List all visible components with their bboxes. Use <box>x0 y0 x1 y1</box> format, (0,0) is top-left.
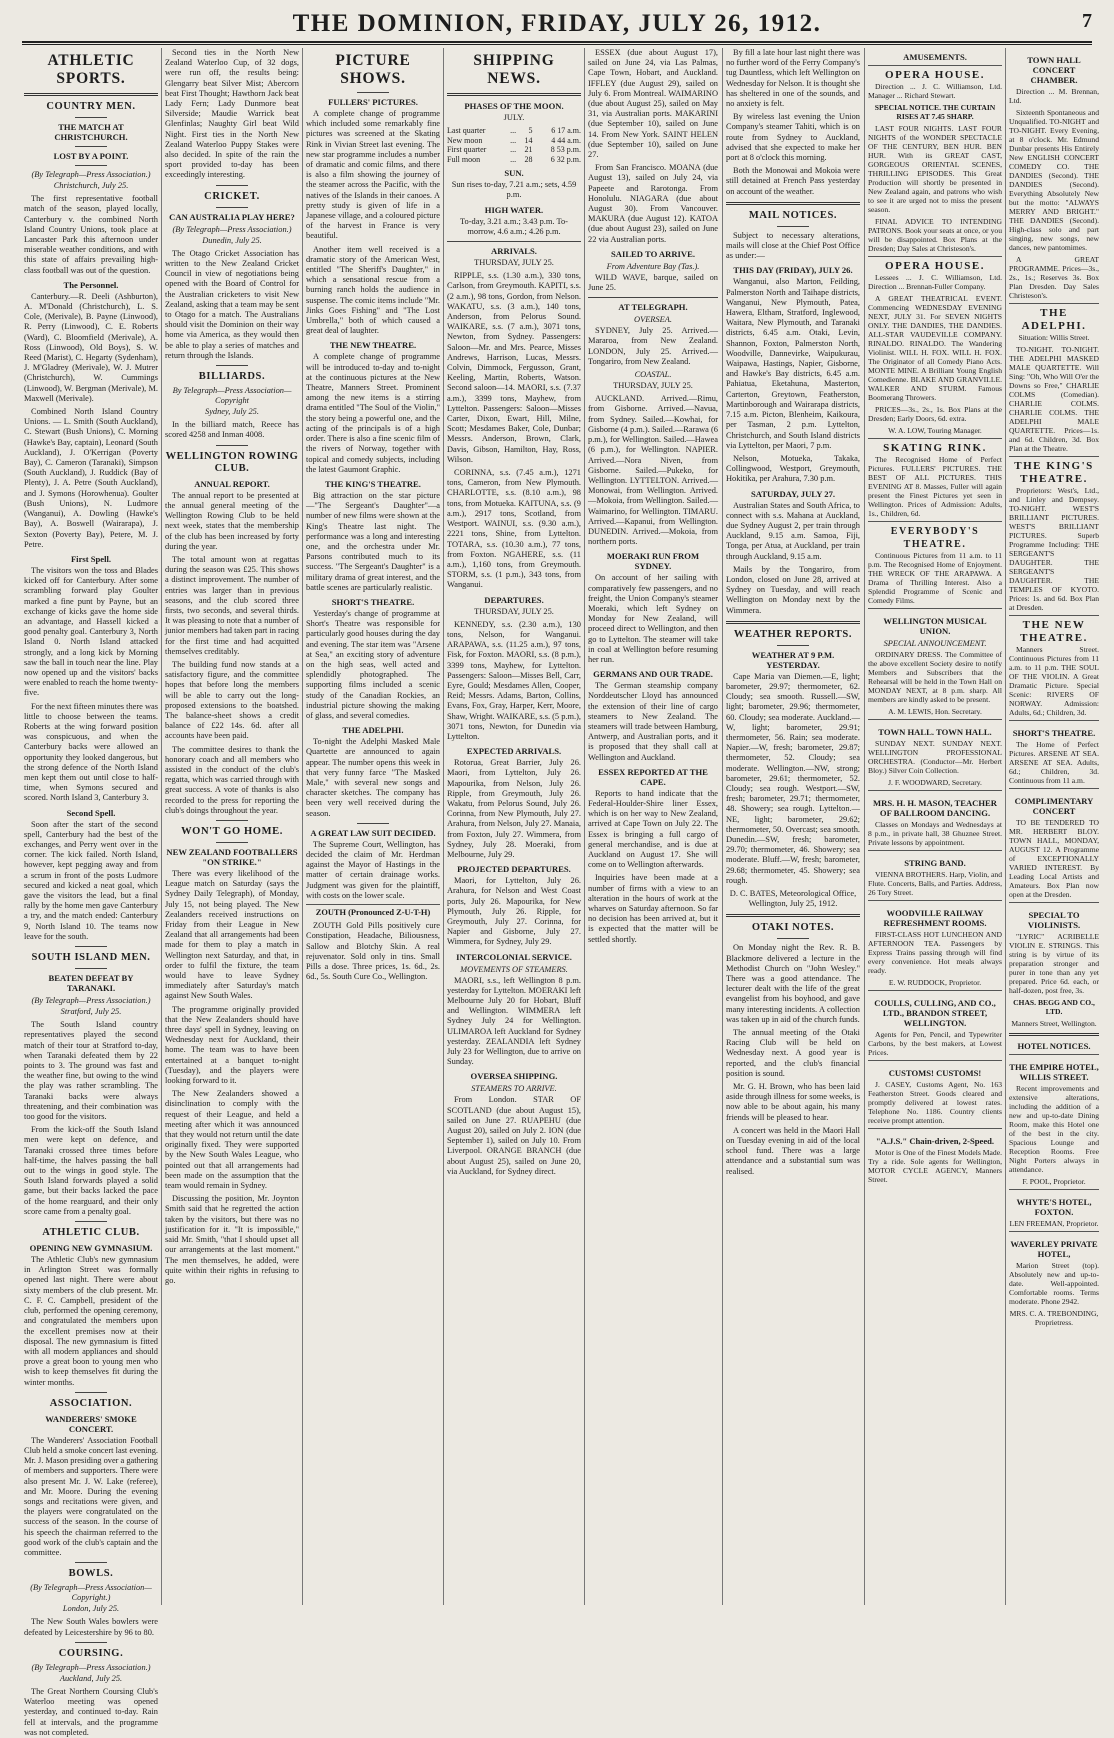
article-subheading: DEPARTURES. <box>484 594 544 605</box>
article-paragraph: RIPPLE, s.s. (1.30 a.m.), 330 tons, Carlson, from Greymouth. KAPITI, s.s. (2 a.m.), 98 tons, Gordon, from Nelson. WAKATU, s.s. (3 a.m.), 140 tons, Anderson, from Pelorus Sound. WAIKARE, s.s. (7 a.m.), 3071 tons, Newton, from Sydney. Passengers: Saloon—Mr. and Mrs. Pearce, Misses Andrews, Harrison, Lucas, Messrs. Colvin, Dimmock, Fergusson, Grant, Keeling, Martin, Roberts, Watson. Second saloon—14. MAORI, s.s. (7.37 a.m.), 3399 tons, Mayhew, from Lyttelton. Passengers: Saloon—Misses Carter, Dixon, Ewart, Hill, Milne, Scott; Mesdames Baker, Cole, Dunbar; Messrs. Anderson, Brown, Clark, Davis, Gibson, Hamilton, Hay, Ross, Wilson. <box>447 271 581 464</box>
woodville-advertisement <box>868 900 1002 987</box>
article-subheading: SHORT'S THEATRE. <box>331 596 415 607</box>
article-subheading: MOVEMENTS OF STEAMERS. <box>460 964 568 974</box>
opera-house-advertisement <box>868 256 1002 435</box>
ad-heading: EVERYBODY'S THEATRE. <box>890 526 980 550</box>
ad-heading: WOODVILLE RAILWAY REFRESHMENT ROOMS. <box>883 908 987 928</box>
article-paragraph: Inquiries have been made at a number of firms with a view to an alteration in the hours of work at the wharves on Saturday afternoon. So far no decision has been arrived at, but it is expected that the matter will be settled shortly. <box>588 873 718 944</box>
ad-text: Marion Street (top). Absolutely new and up-to-date. Well-appointed. Comfortable rooms. Terms moderate. Phone 2942. <box>1009 1261 1099 1306</box>
dateline: Stratford, July 25. <box>60 1007 122 1017</box>
article-subheading: THE MATCH AT CHRISTCHURCH. <box>54 122 128 142</box>
ad-text: VIENNA BROTHERS. Harp, Violin, and Flute. Concerts, Balls, and Parties. Address, 26 Tory Street. <box>868 870 1002 897</box>
article-paragraph: Another item well received is a dramatic story of the American West, entitled "The Sheriff's Daughter," in which a sensational rescue from a burning ranch holds the audience in suspense. The comic items include "Mr. Jinks Goes Fishing" and "The Lost Umbrella," both of which caused a great deal of laughter. <box>306 244 440 336</box>
page-number: 7 <box>1082 10 1092 32</box>
masthead-rule-thin <box>22 44 1092 45</box>
customs-advertisement <box>868 1060 1002 1125</box>
section-heading: ATHLETIC SPORTS. <box>47 52 135 87</box>
divider <box>75 1562 107 1563</box>
divider <box>75 968 107 969</box>
ad-text: TO-NIGHT. TO-NIGHT. THE ADELPHI MASKED MALE QUARTETTE. Will Sing: "Oh, Who Will O'er the Downs so Free," CHARLIE COLMS (Comedian). CHARLIE COLMS. CHARLIE COLMS. THE ADELPHI MALE QUARTETTE. Prices—1s. and 6d. Children, 3d. Box Plan at the Theatre. <box>1009 345 1099 453</box>
article-paragraph: Maori, for Lyttelton, July 26. Arahura, for Nelson and West Coast ports, July 26. Mapourika, for New Plymouth, July 26. Ripple, for Greymouth, July 27. Corinna, for Napier and Gisborne, July 27. Wimmera, for Sydney, July 29. <box>447 876 581 947</box>
dateline: Auckland, July 25. <box>59 1673 123 1683</box>
divider <box>216 842 248 843</box>
article-subheading: From Adventure Bay (Tas.). <box>606 261 700 271</box>
divider <box>75 946 107 947</box>
complimentary-concert-advertisement <box>1009 788 1099 899</box>
article-paragraph: The building fund now stands at a satisfactory figure, and the committee hopes that before long the members will be able to carry out the long-proposed extensions to the boatshed. The balance-sheet shows a credit balance of £22 14s. 6d. after all accounts have been paid. <box>165 659 299 741</box>
article-paragraph: Canterbury.—R. Deeli (Ashburton), A. M'Donald (Christchurch), L. S. Cole, (Merivale), B. Payne (Linwood), R. Perry (Linwood), C. E. Roberts (Ward), C. Bloomfield (Merivale), A. Ross (Linwood), Old Boys), S. W. Reed (Marist), C. Hegarty (Sydenham), J. M'Gladrey (Merivale), W. J. Mutrer (Christchurch), W. Cummings (Linwood), W. Bergman (Merivale), M. Maxwell (Merivale). <box>24 291 158 403</box>
article-paragraph: The German steamship company Norddeutscher Lloyd has announced the extension of their line of cargo steamers to New Zealand. The steamers will trade between Hamburg, Antwerp, and Australian ports, and it is proposed that they shall call at Wellington and Auckland. <box>588 681 718 762</box>
ad-heading: TOWN HALL CONCERT CHAMBER. <box>1027 55 1081 85</box>
article-subheading: LOST BY A POINT. <box>53 151 129 161</box>
section-heading: AMUSEMENTS. <box>903 52 967 62</box>
divider <box>726 202 860 205</box>
article-paragraph: The visitors won the toss and Blades kicked off for Canterbury. After some scrambling forward play Goulter marked a fine punt by Payne, but an exchange of kicks gave the home side an advantage, and Hassell kicked a good penalty goal. Canterbury 3, North Island 0. North Island attacked strongly, and a long kick by Morning saw the ball in touch near the line. Play now opened up and the visitors' backs were enabled to reach the home twenty-five. <box>24 565 158 698</box>
divider <box>216 445 248 446</box>
column-athletic-sports <box>24 48 158 1737</box>
ad-text: Classes on Mondays and Wednesdays at 8 p.m., in private hall, 38 Ghuznee Street. Private lessons by appointment. <box>868 820 1002 847</box>
table-cell: First quarter <box>447 145 487 155</box>
table-cell: 21 <box>524 145 533 155</box>
article-subheading: ESSEX REPORTED AT THE CAPE. <box>598 766 708 787</box>
divider <box>588 297 718 298</box>
article-paragraph: Combined North Island Country Unions. — L. Smith (South Auckland), C. Stewart (Bush Unions), C. Morning (Hawke's Bay, captain), Leonard (South Auckland), J. O'Kerrigan (Poverty Bay), C. Cameron (Taranaki), Simpson (South Auckland), J. Ruddick (Bay of Plenty), J. A. Petre (South Auckland), and J. Symons (Horowhenua). Goulter (Bush Unions), N. Ludmore (Wanganui), A. Dowling (Hawke's Bay), A. Boswell (Wairarapa), J. Sexton (Poverty Bay), Petere, M. J. Petre. <box>24 407 158 549</box>
article-heading: WELLINGTON ROWING CLUB. <box>165 450 299 474</box>
column-divider <box>722 48 723 1605</box>
signature: F. POOL, Proprietor. <box>1022 1177 1086 1186</box>
ad-text: Manners Street, Wellington. <box>1011 1019 1097 1028</box>
divider <box>777 645 809 646</box>
article-heading: BOWLS. <box>68 1568 114 1580</box>
divider <box>777 226 809 227</box>
table-cell: New moon <box>447 135 483 145</box>
ad-text: PRICES—3s., 2s., 1s. Box Plans at the Dresden; Early Doors, 6d. extra. <box>868 405 1002 423</box>
moon-phases-table <box>447 126 581 164</box>
article-paragraph: MAORI, s.s., left Wellington 8 p.m. yesterday for Lyttelton. MOERAKI left Melbourne July 20 for Hobart, Bluff and Wellington. WIMMERA left Sydney July 24 for Wellington. ULIMAROA left Auckland for Sydney yesterday. ZEALANDIA left Sydney July 23 for Wellington, due to arrive on Sunday. <box>447 975 581 1067</box>
divider <box>357 92 389 93</box>
kings-theatre-advertisement <box>1009 456 1099 612</box>
column-divider <box>584 48 585 1605</box>
credit-line: (By Telegraph—Press Association.) <box>31 1662 151 1672</box>
article-paragraph: The annual meeting of the Otaki Racing Club will be held on Wednesday next. A good year is reported, and the club's financial position is sound. <box>726 1028 860 1078</box>
dateline: Sydney, July 25. <box>205 407 259 417</box>
article-subheading: STEAMERS TO ARRIVE. <box>471 1084 557 1094</box>
ad-heading: THE ADELPHI. <box>1021 307 1087 332</box>
ad-notice: SPECIAL NOTICE. THE CURTAIN RISES AT 7.45 SHARP. <box>874 103 996 121</box>
article-paragraph: Rotorua, Great Barrier, July 26. Maori, from Lyttelton, July 26. Mapourika, from Nelson, July 26. Ripple, from Greymouth, July 26. Wakatu, from Pelorus Sound, July 26. Corinna, from New Plymouth, July 27. Arahura, from Nelson, July 27. Manaia, from Foxton, July 27. Wimmera, from Sydney, July 28. Moeraki, from Melbourne, July 29. <box>447 758 581 859</box>
article-paragraph: Yesterday's change of programme at Short's Theatre was responsible for particularly good houses during the day and evening. The star item was "Arsene at Sea," an exciting story of adventure on the high seas, well acted and splendidly photographed. The supporting films included a scenic study of the Canadian Rockies, an industrial picture showing the making of glass, and several comedies. <box>306 608 440 720</box>
ad-text: Proprietors: West's, Ltd., and Linley and Dempsey. TO-NIGHT. WEST'S BRILLIANT PICTURES. WEST'S BRILLIANT PICTURES. Superb Programme Including: THE SERGEANT'S DAUGHTER. THE SERGEANT'S DAUGHTER. THE TEMPLES OF KYOTO. Prices: 1s. and 6d. Box Plan at Dresden. <box>1009 486 1099 612</box>
table-row <box>447 126 581 136</box>
article-paragraph: There was every likelihood of the League match on Saturday (says the Sydney Daily Telegraph), of Monday, July 15, not being played. The New Zealanders received instructions on Friday from their League in New Zealand that all arrangements had been made for them to play a match in Wellington next Saturday, and that, in order to fulfil the fixture, the team would have to leave Sydney immediately after Saturday's match against New South Wales. <box>165 868 299 1001</box>
section-heading: HOTEL NOTICES. <box>1017 1041 1091 1051</box>
ad-heading: THE EMPIRE HOTEL, WILLIS STREET. <box>1009 1062 1099 1082</box>
ad-text: Direction ... J. C. Williamson, Ltd. Manager ... Richard Stewart. <box>868 82 1002 100</box>
article-paragraph: Soon after the start of the second spell, Canterbury had the best of the exchanges, and Perry went over in the corner. The kick failed. North Island, however, kept pegging away and from a scrum in front of the posts Ludmore secured and kicked a neat goal, which gave the visitors the lead, but a final rally by the home men gave Canterbury a try, and the match ended: Canterbury 9, North Island 10. The teams now leave for the south. <box>24 819 158 941</box>
article-subheading: A GREAT LAW SUIT DECIDED. <box>310 827 436 838</box>
article-subheading: GERMANS AND OUR TRADE. <box>593 669 713 680</box>
article-paragraph: Cape Maria van Diemen.—E, light; barometer, 29.97; thermometer, 62. Cloudy; sea smooth. Russell.—SW, light; barometer, 29.96; thermometer, 60. Cloudy; sea moderate. Auckland.—W, light; barometer, 29.91; thermometer, 56. Rain; sea moderate. Napier.—W, fresh; barometer, 29.87; thermometer, 52. Cloudy; sea moderate. Wellington.—NW, strong; barometer, 29.61; thermometer, 52. Cloudy; sea rough. Westport.—SW, fresh; barometer, 29.71; thermometer, 48. Showery; sea rough. Lyttelton.—NE, light; barometer, 29.62; thermometer, 50. Overcast; sea smooth. Dunedin.—SW, fresh; barometer, 29.70; thermometer, 46. Showery; sea moderate. Bluff.—W, fresh; barometer, 29.68; thermometer, 45. Showery; sea rough. <box>726 671 860 885</box>
ad-heading: MRS. H. H. MASON, TEACHER OF BALLROOM DANCING. <box>873 798 997 818</box>
article-heading: WON'T GO HOME. <box>181 825 283 837</box>
shorts-theatre-advertisement <box>1009 720 1099 785</box>
divider <box>216 820 248 821</box>
divider <box>24 93 158 96</box>
credit-line: (By Telegraph—Press Association.) <box>31 996 151 1006</box>
empire-hotel-advertisement <box>1009 1054 1099 1186</box>
table-cell: 5 <box>528 126 533 136</box>
ad-heading: SPECIAL TO VIOLINISTS. <box>1027 910 1081 930</box>
article-heading: ATHLETIC CLUB. <box>42 1227 140 1239</box>
opera-house-advertisement <box>868 65 1002 253</box>
column-picture-shows <box>306 48 440 1605</box>
signature: LEN FREEMAN, Proprietor. <box>1009 1219 1099 1228</box>
article-paragraph: On Monday night the Rev. R. B. Blackmore delivered a lecture in the Methodist Church on "John Wesley." There was a good attendance. The lecturer dealt with the life of the great evangelist from his boyhood, and gave many interesting incidents. A collection was taken up in aid of the church funds. <box>726 943 860 1024</box>
article-subheading: INTERCOLONIAL SERVICE. <box>456 951 572 962</box>
article-subheading: PROJECTED DEPARTURES. <box>457 864 571 875</box>
ad-text: A GREAT THEATRICAL EVENT. Commencing WEDNESDAY EVENING NEXT, JULY 31. For SEVEN NIGHTS ONLY. THE DANDIES, THE DANDIES. ALL-STAR VAUDEVILLE COMPANY. RINALDO. RINALDO. The Wandering Violinist. WILL H. FOX. WILL H. FOX. The Originator of all Comedy Piano Acts. MONTE MINE. A Brilliant Young English Comedienne. BLAKE AND GRANVILLE. WALKER AND STURM. Famous Boomerang Throwers. <box>868 294 1002 402</box>
column-amusements <box>868 48 1002 1605</box>
divider <box>75 1392 107 1393</box>
high-water-times: To-day, 3.21 a.m.; 3.43 p.m. To-morrow, 4.6 a.m.; 4.26 p.m. <box>460 216 568 236</box>
article-paragraph: A complete change of programme will be introduced to-day and to-night at the continuous pictures at the New Theatre, Manners Street. Prominent among the new items is a stirring drama entitled "The Soul of the Violin," the story being a powerful one, and the acting of the principals is of a high order. There is also a fine scenic film of the rivers of Norway, together with topical and comedy subjects, including the latest Gaumont Graphic. <box>306 352 440 474</box>
ad-text: ZOUTH Gold Pills positively cure Constipation, Headache, Biliousness, Sallow and Blotchy Skin. A real rejuvenator. Sold only in tins. Small Pills a dose. Three prices, 1s. 6d., 2s. 6d., 5s. South Cure Co., Wellington. <box>306 921 440 982</box>
article-paragraph: The South Island country representatives played the second match of their tour at Stratford to-day, when Taranaki defeated them by 22 points to 3. The ground was fast and the weather fine, but owing to the wind the play was rather scrambling. The Taranaki backs were always threatening, and their combination was too good for the visitors. <box>24 1020 158 1122</box>
divider <box>447 93 581 96</box>
article-heading: ASSOCIATION. <box>49 1397 133 1409</box>
article-subheading: HIGH WATER. <box>484 204 544 215</box>
dateline: THURSDAY, JULY 25. <box>613 381 693 391</box>
article-paragraph: Subject to necessary alterations, mails will close at the Chief Post Office as under:— <box>726 230 860 261</box>
section-subheading: First Spell. <box>70 553 112 564</box>
article-paragraph: The Great Northern Coursing Club's Waterloo meeting was opened yesterday, and continued to-day. Rain fell at intervals, and the programme was not completed. <box>24 1686 158 1737</box>
ad-text: LAST FOUR NIGHTS. LAST FOUR NIGHTS of the WONDER SPECTACLE OF THE CENTURY, BEN HUR. BEN HUR. With its GREAT CAST, GORGEOUS ORIENTAL SCENES, THRILLING EPISODES. This Great Production will shortly be presented in New Zealand again, and patrons who wish to see it are urged not to miss the present season. <box>868 124 1002 214</box>
article-paragraph: The annual report to be presented at the annual general meeting of the Wellington Rowing Club to be held next week, states that the membership of the club has been increased by forty during the year. <box>165 490 299 551</box>
section-subheading: Second Spell. <box>66 807 116 818</box>
sun-times: Sun rises to-day, 7.21 a.m.; sets, 4.59 p.m. <box>451 180 577 200</box>
signature: W. A. LOW, Touring Manager. <box>888 426 982 435</box>
dateline: THURSDAY, JULY 25. <box>474 606 554 616</box>
divider <box>726 914 860 917</box>
column-divider <box>1005 48 1006 1605</box>
article-heading: BILLIARDS. <box>198 371 266 383</box>
ad-text: Direction ... M. Brennan, Ltd. <box>1009 87 1099 105</box>
dateline: THURSDAY, JULY 25. <box>474 258 554 268</box>
town-hall-concert-advertisement <box>1009 48 1099 300</box>
divider <box>75 146 107 147</box>
town-hall-advertisement <box>868 719 1002 787</box>
column-divider <box>443 48 444 1605</box>
article-subheading: COASTAL. <box>634 370 672 380</box>
ad-heading: THE KING'S THEATRE. <box>1014 460 1094 485</box>
article-paragraph: On account of her sailing with comparatively few passengers, and no freight, the Union Company's steamer Moeraki, which left Sydney on Monday for New Zealand, will proceed direct to Wellington, and then go to Lyttelton. The steamer will take in coal at Wellington before resuming her run. <box>588 573 718 664</box>
signature: D. C. BATES, Meteorological Office, Wellington, July 25, 1912. <box>729 889 857 909</box>
article-subheading: THIS DAY (FRIDAY), JULY 26. <box>733 265 853 276</box>
article-paragraph: From London. STAR OF SCOTLAND (due about August 15), sailed on June 27. RUAPEHU (due August 20), sailed on July 2. ION (due September 1), sailed on July 10. From Liverpool. ORANGE BRANCH (due about August 25), sailed on June 20, via Auckland, for Sydney direct. <box>447 1095 581 1176</box>
section-heading: SHIPPING NEWS. <box>473 52 555 87</box>
moon-month: JULY. <box>503 113 525 122</box>
divider <box>75 1221 107 1222</box>
article-heading: CRICKET. <box>204 190 260 202</box>
credit-line: (By Telegraph—Press Association.) <box>31 170 151 179</box>
signature: MRS. C. A. TREBONDING, Proprietress. <box>1009 1309 1099 1327</box>
article-paragraph: Mr. G. H. Brown, who has been laid aside through illness for some weeks, is now able to be about again, his many friends will be pleased to hear. <box>726 1082 860 1122</box>
article-paragraph: From the kick-off the South Island men were kept on defence, and Taranaki crossed three times before half-time, the halves passing the ball out to the wings in good style. The South Island forwards played a solid game, but their backs lacked the pace of the home rearguard, and their only score came from a penalty goal. <box>24 1125 158 1216</box>
article-subheading: SUN. <box>504 168 524 179</box>
dateline: Christchurch, July 25. <box>53 181 129 190</box>
masthead <box>22 6 1092 42</box>
section-heading: PICTURE SHOWS. <box>335 52 411 87</box>
table-cell: 28 <box>524 154 533 164</box>
article-subheading: ANNUAL REPORT. <box>194 478 270 489</box>
article-subheading: THE KING'S THEATRE. <box>325 478 421 489</box>
column-shipping-continued <box>588 48 718 1605</box>
divider <box>216 365 248 366</box>
article-paragraph: CORINNA, s.s. (7.45 a.m.), 1271 tons, Cameron, from New Plymouth. CHARLOTTE, s.s. (8.10 a.m.), 98 tons, from Motueka. KAITUNA, s.s. (9 a.m.), 2917 tons, Scotland, from Westport. WAINUI, s.s. (9.30 a.m.), 2221 tons, Shine, from Lyttelton. TOTARA, s.s. (10.30 a.m.), 77 tons, from Foxton. NGAHERE, s.s. (11 a.m.), 1,160 tons, from Greymouth. STORM, s.s. (1 p.m.), 343 tons, from Wanganui. <box>447 468 581 590</box>
article-paragraph: In the billiard match, Reece has scored 4258 and Inman 4008. <box>165 420 299 440</box>
column-shipping-news <box>447 48 581 1605</box>
article-subheading: EXPECTED ARRIVALS. <box>466 746 562 757</box>
column-mail-weather <box>726 48 860 1605</box>
whytes-hotel-advertisement <box>1009 1189 1099 1228</box>
article-paragraph: By fill a late hour last night there was no further word of the Ferry Company's tug Dauntless, which left Wellington on Wednesday for Nelson. It is thought she has sheltered in one of the sounds, and no anxiety is felt. <box>726 48 860 109</box>
ad-text: The Recognised Home of Perfect Pictures. FULLERS' PICTURES. THE BEST OF ALL PICTURES. THIS EVENING AT 8. Masses, Fuller will again present the Finest Pictures yet seen in Wellington. Prices of Admission: Adults, 1s., Children, 6d. <box>868 455 1002 518</box>
ad-heading: OPERA HOUSE. <box>885 69 985 81</box>
everybodys-theatre-advertisement <box>868 521 1002 605</box>
ad-text: ORDINARY DRESS. The Committee of the above excellent Society desire to notify Members and Subscribers that the Rehearsal will be held in the Town Hall on MONDAY NEXT, at 8 p.m. sharp. All members are kindly asked to be present. <box>868 650 1002 704</box>
divider <box>777 938 809 939</box>
skating-rink-advertisement <box>868 438 1002 518</box>
table-cell: 6 17 a.m. <box>551 126 581 136</box>
article-paragraph: A concert was held in the Maori Hall on Tuesday evening in aid of the local school fund. There was a large attendance and a substantial sum was realised. <box>726 1125 860 1176</box>
article-subheading: SAILED TO ARRIVE. <box>611 248 695 259</box>
table-cell: Full moon <box>447 154 481 164</box>
article-paragraph: The Athletic Club's new gymnasium in Arlington Street was formally opened last night. There were about sixty members of the club present. Mr. C. F. C. Campbell, president of the club, performed the opening ceremony, and congratulated the members upon the excellent premises now at their disposal. The new gymnasium is fitted with all modern appliances and should prove a great boon to young men who wish to keep themselves fit during the winter months. <box>24 1255 158 1387</box>
column-sports-continued <box>165 48 299 1605</box>
column-divider <box>864 48 865 1605</box>
article-subheading: OPENING NEW GYMNASIUM. <box>29 1243 153 1254</box>
section-subheading: The Personnel. <box>63 279 119 290</box>
signature: E. W. RUDDOCK, Proprietor. <box>888 978 982 987</box>
article-paragraph: Both the Monowai and Mokoia were still detained at French Pass yesterday on account of the weather. <box>726 166 860 196</box>
article-paragraph: To-night the Adelphi Masked Male Quartette are announced to again appear. The number opens this week in that very funny farce "The Masked Male," with several new songs and character sketches. The company has been very well received during the season. <box>306 737 440 818</box>
article-paragraph: The Wanderers' Association Football Club held a smoke concert last evening. Mr. J. Mason presiding over a gathering of members and supporters. There were also present Mr. J. W. Lake (referee), and Mr. Moore. During the evening songs and recitations were given, and the players were congratulated on the success of the season. In the course of his speech the chairman referred to the good work of the club's captain and the committee. <box>24 1435 158 1557</box>
signature: A. M. LEWIS, Hon. Secretary. <box>888 707 982 716</box>
new-theatre-advertisement <box>1009 615 1099 717</box>
article-paragraph: SYDNEY, July 25. Arrived.—Mararoa, from New Zealand. LONDON, July 25. Arrived.—Tongariro, from New Zealand. <box>588 326 718 366</box>
ad-heading: COMPLIMENTARY CONCERT <box>1014 796 1094 816</box>
article-subheading: THE ADELPHI. <box>342 725 404 736</box>
masthead-rule <box>22 41 1092 43</box>
ad-text: Recent improvements and extensive alterations, including the addition of a new and up-to-date Dining Room, make this Hotel one of the best in the city. Spacious Lounge and Reception Rooms. Free Night Porters always in attendance. <box>1009 1084 1099 1174</box>
table-cell: 8 53 p.m. <box>550 145 581 155</box>
credit-line: By Telegraph—Press Association—Copyright <box>172 386 292 406</box>
article-paragraph: Nelson, Motueka, Takaka, Collingwood, Westport, Greymouth, Hokitika, per Arahura, 7.30 p.m. <box>726 453 860 484</box>
credit-line: (By Telegraph—Press Association.) <box>172 224 292 234</box>
divider <box>726 621 860 624</box>
divider <box>75 1642 107 1643</box>
article-paragraph: Reports to hand indicate that the Federal-Houlder-Shire liner Essex, which is on her way to New Zealand, arrived at Cape Town on July 22. The Essex is bringing a full cargo of general merchandise, and is due at Auckland on August 17. She will come on to Wellington afterwards. <box>588 788 718 870</box>
article-subheading: OVERSEA SHIPPING. <box>470 1071 558 1082</box>
ad-text: Situation: Willis Street. <box>1018 333 1090 342</box>
article-paragraph: Mails by the Tongariro, from London, closed on June 28, arrived at Sydney on Tuesday, and will reach Wellington on Monday next by the Wimmera. <box>726 564 860 615</box>
article-subheading: PHASES OF THE MOON. <box>464 101 564 111</box>
ad-subheading: SPECIAL ANNOUNCEMENT. <box>883 639 987 648</box>
dancing-advertisement <box>868 790 1002 847</box>
waverley-hotel-advertisement <box>1009 1231 1099 1327</box>
table-row <box>447 155 581 165</box>
ad-heading: WHYTE'S HOTEL, FOXTON. <box>1016 1197 1092 1217</box>
ad-heading: TOWN HALL. TOWN HALL. <box>878 727 992 737</box>
article-subheading: OVERSEA. <box>634 315 672 325</box>
article-subheading: THE NEW THEATRE. <box>329 340 417 351</box>
adelphi-advertisement <box>1009 303 1099 453</box>
ad-text: J. CASEY, Customs Agent, No. 163 Featherston Street. Goods cleared and promptly delivered at lowest rates. Telephone No. 1186. Country clients receive prompt attention. <box>868 1080 1002 1125</box>
divider <box>75 165 107 166</box>
ad-heading: OPERA HOUSE. <box>885 260 985 272</box>
article-subheading: MOERAKI RUN FROM SYDNEY. <box>606 551 700 572</box>
article-heading: COUNTRY MEN. <box>46 101 136 112</box>
string-band-advertisement <box>868 850 1002 897</box>
table-cell: ... <box>510 154 517 164</box>
ad-text: The Home of Perfect Pictures. ARSENE AT SEA. ARSENE AT SEA. Adults, 6d.; Children, 3d. Continuous from 11 a.m. <box>1009 740 1099 785</box>
article-paragraph: The total amount won at regattas during the season was £25. This shows a distinct improvement. The number of entries was larger than in previous seasons, and the club scored three firsts, two seconds, and several thirds. It was pleasing to note that a number of junior members had taken part in racing for the first time and had acquitted themselves creditably. <box>165 554 299 656</box>
ad-text: SUNDAY NEXT. SUNDAY NEXT. WELLINGTON PROFESSIONAL ORCHESTRA. (Conductor—Mr. Herbert Bloy.) Silver Coin Collection. <box>868 739 1002 775</box>
ad-heading: "A.J.S." Chain-driven, 2-Speed. <box>875 1136 995 1146</box>
article-paragraph: The New South Wales bowlers were defeated by Leicestershire by 96 to 80. <box>24 1617 158 1637</box>
divider <box>75 117 107 118</box>
article-paragraph: WILD WAVE, barque, sailed on June 25. <box>588 272 718 293</box>
ad-text: A GREAT PROGRAMME. Prices—3s., 2s., 1s.; Reserves 3s. Box Plan Dresden. Day Sales Christeson's. <box>1009 255 1099 300</box>
article-paragraph: The New Zealanders showed a disinclination to comply with the request of their League, and held a meeting after which it was announced that they would not return until the date originally fixed. They were supported by the New South Wales League, who pointed out that all arrangements had been made on the assumption that the team would remain in Sydney. <box>165 1089 299 1191</box>
table-cell: 6 32 p.m. <box>550 154 581 164</box>
table-cell: ... <box>510 126 517 136</box>
article-paragraph: The programme originally provided that the New Zealanders should have three days' spell in Sydney, leaving on Wednesday next for Auckland, their home. The team was to have been entertained at a banquet to-night (Tuesday), and the players were looking forward to it. <box>165 1004 299 1086</box>
motor-cycle-advertisement <box>868 1128 1002 1184</box>
column-divider <box>161 48 162 1605</box>
ad-heading: COULLS, CULLING, AND CO., LTD., BRANDON STREET, WELLINGTON. <box>874 998 996 1028</box>
article-paragraph: Wanganui, also Marton, Feilding, Palmerston North and Taihape districts, Wanganui, New Plymouth, Patea, Hawera, Eltham, Stratford, Inglewood, Waitara, New Plymouth, and Taranaki districts, 6.45 a.m. Otaki, Levin, Shannon, Foxton, Palmerston North, Woodville, Dannevirke, Waipukurau, Waipawa, Hastings, Napier, Gisborne, and Hawke's Bay districts, 6.45 a.m. Pahiatua, Eketahuna, Masterton, Carterton, Greytown, Featherston, Martinborough and Wairarapa districts, 7.15 a.m. Picton, Blenheim, Kaikoura, per Tasman, 2 p.m. Lyttelton, Christchurch, and South Island districts via Lyttelton, per Maori, 7 p.m. <box>726 277 860 450</box>
divider <box>447 241 581 242</box>
divider <box>216 207 248 208</box>
article-paragraph: Second ties in the North New Zealand Waterloo Cup, of 32 dogs, were run off, the results being: Glengarry beat Silver Mist; Abercorn beat First Thought; Hawthorn Jack beat Lady Fern; Lady Dunmore beat Silverside; Maudie Warrick beat Glenfinlas; Naughty Girl beat Wild Night. First ties in the North New Zealand Waterloo Puppy Stakes were also decided. In spite of the rain the sport provided to-day has been exceedingly interesting. <box>165 48 299 180</box>
article-subheading: FULLERS' PICTURES. <box>328 97 418 107</box>
table-cell: Last quarter <box>447 126 486 136</box>
ad-text: FINAL ADVICE TO INTENDING PATRONS. Book your seats at once, or you will be disappointed. Box Plans at the Dresden; Day Sales at Christeson's. <box>868 217 1002 253</box>
dateline: London, July 25. <box>62 1604 120 1614</box>
article-paragraph: Big attraction on the star picture—"The Sergeant's Daughter"—a number of new films were shown at the King's Theatre last night. The performance was a long and interesting one, and the orchestra under Mr. Parsons contributed much to its success. "The Sergeant's Daughter" is a military drama of great interest, and the battle scenes are particularly realistic. <box>306 490 440 592</box>
table-cell: 4 44 a.m. <box>551 135 581 145</box>
article-subheading: WEATHER AT 9 P.M. YESTERDAY. <box>751 649 835 670</box>
ad-text: "LYRIC" ACRIBELLE VIOLIN E. STRINGS. This string is by virtue of its preparation stronger and purer in tone than any yet prepared. Price 6d. each, or half-dozen, post free, 3s. <box>1009 932 1099 995</box>
article-subheading: ARRIVALS. <box>491 246 537 257</box>
ad-heading: WAVERLEY PRIVATE HOTEL, <box>1010 1239 1098 1259</box>
article-paragraph: ESSEX (due about August 17), sailed on June 24, via Las Palmas, Cape Town, Hobart, and Auckland. IFFLEY (due August 29), sailed on July 6. From Montreal. WAIMARINO (due about August 25), sailed on May 31, via Australian ports. MAKARINI (due September 10), sailed on June 14. From New York. SAINT HELEN (due September 10), sailed on June 27. <box>588 48 718 160</box>
article-paragraph: The committee desires to thank the honorary coach and all members who assisted in the conduct of the club's regatta, which was carried through with great success. A vote of thanks is also recorded to the press for reporting the club's doings throughout the year. <box>165 744 299 815</box>
article-paragraph: Australian States and South Africa, to connect with s.s. Mahana at Auckland, due Sydney August 2, per train through Auckland, 9.15 a.m. Samoa, Fiji, Tonga, per Atua, at Auckland, per train through Auckland, 9.15 a.m. <box>726 500 860 561</box>
article-heading: COURSING. <box>58 1647 124 1659</box>
article-subheading: WANDERERS' SMOKE CONCERT. <box>45 1413 137 1434</box>
table-row <box>447 136 581 146</box>
article-paragraph: The first representative football match of the season, played locally, Canterbury v. the combined North Island Country Unions, took place at Lancaster Park this afternoon under miserable weather conditions, and with this state of affairs prevailing high-class football was out of the question. <box>24 194 158 275</box>
article-heading: WEATHER REPORTS. <box>733 628 853 640</box>
credit-line: (By Telegraph—Press Association—Copyright.) <box>30 1583 152 1603</box>
article-heading: MAIL NOTICES. <box>748 209 838 221</box>
divider <box>216 185 248 186</box>
signature: J. F. WOODWARD, Secretary. <box>888 778 982 787</box>
ad-text: Continuous Pictures from 11 a.m. to 11 p.m. The Recognised Home of Enjoyment. THE WRECK OF THE ARAPAWA. A Drama of Thrilling Interest. Also a Splendid Programme of Scenic and Comedy Films. <box>868 551 1002 605</box>
article-subheading: AT TELEGRAPH. <box>618 302 688 313</box>
ad-heading: CUSTOMS! CUSTOMS! <box>888 1068 982 1078</box>
column-divider <box>302 48 303 1605</box>
ad-text: Agents for Pen, Pencil, and Typewriter Carbons, by the best makers, at Lowest Prices. <box>868 1030 1002 1057</box>
table-cell: 14 <box>524 135 533 145</box>
coulls-advertisement <box>868 990 1002 1057</box>
article-subheading: BEATEN DEFEAT BY TARANAKI. <box>48 973 134 994</box>
ad-text: TO BE TENDERED TO MR. HERBERT BLOY. TOWN HALL, MONDAY, AUGUST 12. A Programme of EXCEPTIONALLY VARIED INTEREST. By Leading Local Artists and Amateurs. Box Plan now open at the Dresden. <box>1009 818 1099 899</box>
article-paragraph: AUCKLAND. Arrived.—Rimu, from Gisborne. Arrived.—Navua, from Sydney. Sailed.—Kowhai, for Gisborne (4 p.m.). Sailed.—Rarawa (6 p.m.), for Wellington. Sailed.—Hawea (6 p.m.), for Wellington. NAPIER. Arrived.—Nora Niven, from Gisborne. Sailed.—Pukeko, for Wellington. LYTTELTON. Arrived.—Monowai, from Wellington. Arrived.—Mokoia, from Wellington. Sailed.—Waimarino, for Wellington. TIMARU. Arrived.—Kapanui, from Wellington. DUNEDIN. Arrived.—Mokoia, from northern ports. <box>588 394 718 547</box>
article-paragraph: By wireless last evening the Union Company's steamer Tahiti, which is on route from Sydney to Auckland, advised that she expected to make her port at 8 o'clock this morning. <box>726 112 860 163</box>
article-subheading: CAN AUSTRALIA PLAY HERE? <box>169 211 295 222</box>
ad-text: Motor is One of the Finest Models Made. Try a ride. Sole agents for Wellington, MOTOR CYCLE AGENCY, Manners Street. <box>868 1148 1002 1184</box>
table-cell: ... <box>510 135 517 145</box>
ad-text: Sixteenth Spontaneous and Unqualified. TO-NIGHT and TO-NIGHT. Every Evening, at 8 o'clock. Mr. Edmund Dunbar presents His Entirely New ENGLISH CONCERT COMEDY CO. THE DANDIES (Second). THE DANDIES (Second). Everything Absolutely New but the motto: "ALWAYS MERRY AND BRIGHT." THE DANDIES (Second). High-class solo and part singing, new songs, new dances, new pantomimes. <box>1009 108 1099 252</box>
ad-heading: STRING BAND. <box>904 858 966 868</box>
violin-strings-advertisement <box>1009 902 1099 1028</box>
divider <box>357 823 389 824</box>
article-paragraph: From San Francisco. MOANA (due August 13), sailed on July 24, via Papeete and Rarotonga. From Honolulu. NIAGARA (due about August 30). From Vancouver. MAKURA (due August 12). KATOA (due about August 23), sailed on June 22 via Australian ports. <box>588 163 718 244</box>
article-subheading: NEW ZEALAND FOOTBALLERS "ON STRIKE." <box>166 846 298 867</box>
ad-text: Manners Street. Continuous Pictures from 11 a.m. to 11 p.m. THE SOUL OF THE VIOLIN. A Great Dramatic Picture. Special Scenic: RIVERS OF NORWAY. Admission: Adults, 6d.; Children, 3d. <box>1009 645 1099 717</box>
article-paragraph: KENNEDY, s.s. (2.30 a.m.), 130 tons, Nelson, for Wanganui. ARAPAWA, s.s. (11.25 a.m.), 97 tons, Fisk, for Foxton. MAORI, s.s. (8 p.m.), 3399 tons, Mayhew, for Lyttelton. Passengers: Saloon—Misses Bell, Carr, Eyre, Gould; Mesdames Allen, Cooper, Reid; Messrs. Adams, Barton, Collins, Evans, Fox, Gray, Harper, Kerr, Moore, Shaw, Wright. WAIKARE, s.s. (5 p.m.), 3071 tons, Newton, for Dunedin via Lyttelton. <box>447 619 581 741</box>
ad-heading: WELLINGTON MUSICAL UNION. <box>883 616 987 636</box>
table-row <box>447 145 581 155</box>
article-paragraph: A complete change of programme which included some remarkably fine pictures was screened at the Skating Rink in Vivian Street last evening. The new star programme includes a number of dramatic and comic films, and there is also a film showing the journey of the steamer across the Pacific, with the natives of the Islands in their canoes. A pretty study is given of life in a Japanese village, and a coloured picture of the harvest in France is very beautiful. <box>306 109 440 241</box>
article-paragraph: Discussing the position, Mr. Joynton Smith said that he regretted the action taken by the visitors, but there was no justification for it. "It is impossible," said Mr. Smith, "that I should upset all our arrangements at the last moment." The men themselves, he added, were quite within their rights in refusing to go. <box>165 1194 299 1285</box>
article-subheading: SATURDAY, JULY 27. <box>750 488 836 499</box>
ad-heading: THE NEW THEATRE. <box>1020 619 1088 644</box>
ad-heading: SKATING RINK. <box>883 442 987 454</box>
article-heading: OTAKI NOTES. <box>751 922 835 934</box>
column-theatre-ads <box>1009 48 1099 1605</box>
article-paragraph: The Supreme Court, Wellington, has decided the claim of Mr. Herdman against the Mayor of Hastings in the matter of certain drainage works. Judgment was given for the plaintiff, with costs on the lower scale. <box>306 839 440 900</box>
newspaper-title: THE DOMINION, FRIDAY, JULY 26, 1912. <box>292 10 822 37</box>
dateline: Dunedin, July 25. <box>202 235 262 245</box>
musical-union-advertisement <box>868 608 1002 716</box>
ad-text: CHAS. BEGG AND CO., LTD. <box>1013 998 1095 1016</box>
table-cell: ... <box>510 145 517 155</box>
article-paragraph: For the next fifteen minutes there was little to choose between the teams. Roberts at the wing forward position was conspicuous, and when the Canterbury backs were allowed an opportunity they looked dangerous, but the strong defence of the North Island men kept them out until close to half-time, when Symons secured and scored. North Island 3, Canterbury 3. <box>24 701 158 803</box>
divider <box>1009 1033 1099 1036</box>
ad-heading: ZOUTH (Pronounced Z-U-T-H) <box>315 908 431 918</box>
article-heading: SOUTH ISLAND MEN. <box>31 952 151 964</box>
zouth-advertisement <box>306 904 440 982</box>
ad-text: FIRST-CLASS HOT LUNCHEON AND AFTERNOON TEA. Passengers by Express Trains passing through will find every convenience. Hot meals always ready. <box>868 930 1002 975</box>
ad-text: Lessees ... J. C. Williamson, Ltd. Direction ... Brennan-Fuller Company. <box>868 273 1002 291</box>
article-paragraph: The Otago Cricket Association has written to the New Zealand Cricket Council in view of negotiations being opened with the Board of Control for the Australian cricketers to visit New Zealand, asking that a team may be sent to Otago for a match. The Australians should visit the Dominion on their way home via America, as they would then be able to play a series of matches and return through the Islands. <box>165 248 299 360</box>
ad-heading: SHORT'S THEATRE. <box>1012 728 1096 738</box>
